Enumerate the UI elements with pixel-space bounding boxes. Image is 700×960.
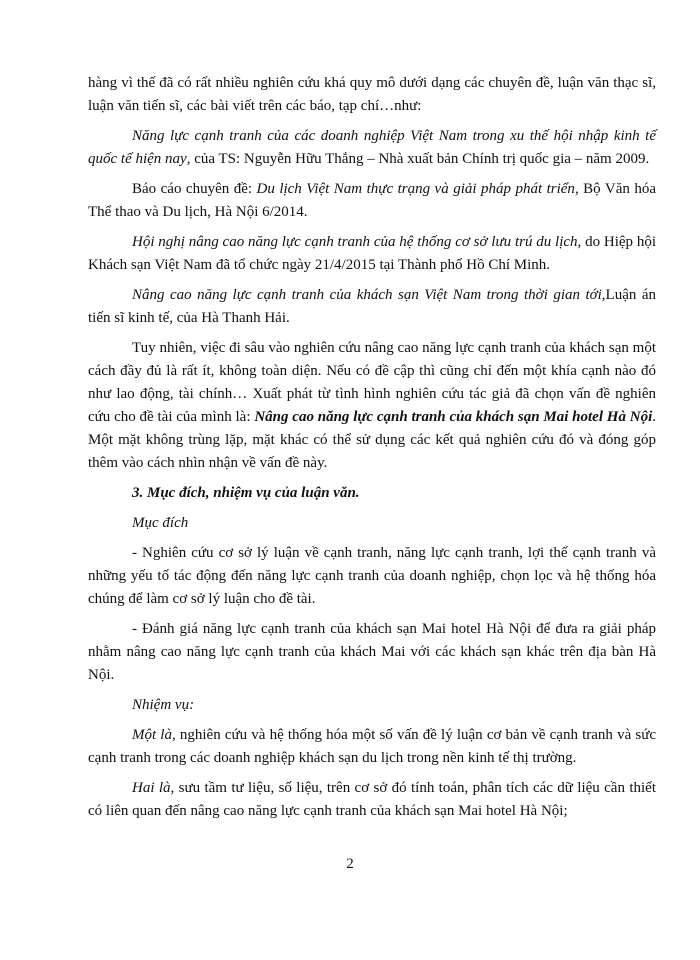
reference-2: Báo cáo chuyên đề: Du lịch Việt Nam thực trạng và giải pháp phát triển, Bộ Văn hóa Thể thao và Du lịch, Hà Nội 6/2014.: [88, 181, 656, 220]
thesis-title: Nâng cao năng lực cạnh tranh của khách sạn Mai hotel Hà Nội: [254, 409, 653, 425]
paragraph-intro: hàng vì thế đã có rất nhiều nghiên cứu khá quy mô dưới dạng các chuyên đề, luận văn thạc sĩ, luận văn tiến sĩ, các bài viết trên các báo, tạp chí…như:: [88, 75, 656, 114]
task-item-1: Một là, nghiên cứu và hệ thống hóa một số vấn đề lý luận cơ bản về cạnh tranh và sức cạnh tranh trong các doanh nghiệp khách sạn du lịch trong nền kinh tế thị trường.: [88, 727, 656, 766]
purpose-item-2: - Đánh giá năng lực cạnh tranh của khách sạn Mai hotel Hà Nội để đưa ra giải pháp nhằm nâng cao năng lực cạnh tranh của khách Mai với các khách sạn khác trên địa bàn Hà Nội.: [88, 621, 656, 683]
subheading-purpose: Mục đích: [132, 515, 189, 531]
reference-1: Năng lực cạnh tranh của các doanh nghiệp Việt Nam trong xu thế hội nhập kinh tế quốc tế hiện nay, của TS: Nguyễn Hữu Thắng – Nhà xuất bản Chính trị quốc gia – năm 2009.: [88, 128, 656, 167]
purpose-item-1: - Nghiên cứu cơ sở lý luận về cạnh tranh, năng lực cạnh tranh, lợi thế cạnh tranh và những yếu tố tác động đến năng lực cạnh tranh của doanh nghiệp, chọn lọc và hệ thống hóa chúng để làm cơ sở lý luận cho đề tài.: [88, 545, 656, 607]
subheading-tasks: Nhiệm vụ:: [132, 697, 195, 713]
task-item-2: Hai là, sưu tầm tư liệu, số liệu, trên cơ sở đó tính toán, phân tích các dữ liệu cần thiết có liên quan đến nâng cao năng lực cạnh tranh của khách sạn Mai hotel Hà Nội;: [88, 780, 656, 819]
reference-title: Năng lực cạnh tranh của các doanh nghiệp Việt Nam trong xu thế hội nhập kinh tế quốc tế hiện nay: [88, 128, 656, 167]
reference-title: Du lịch Việt Nam thực trạng và giải pháp phát triển: [256, 181, 575, 197]
reference-title: Hội nghị nâng cao năng lực cạnh tranh của hệ thống cơ sở lưu trú du lịch: [132, 234, 578, 250]
reference-title: Nâng cao năng lực cạnh tranh của khách sạn Việt Nam trong thời gian tới: [132, 287, 602, 303]
section-heading: 3. Mục đích, nhiệm vụ của luận văn.: [132, 485, 360, 501]
page-number: 2: [346, 856, 354, 872]
page-body: [88, 72, 656, 823]
paragraph-research-gap: Tuy nhiên, việc đi sâu vào nghiên cứu nâng cao năng lực cạnh tranh của khách sạn một cách đầy đủ là rất ít, không toàn diện. Nếu có đề cập thì cũng chỉ đến một khía cạnh nào đó như lao động, tài chính… Xuất phát từ tình hình nghiên cứu tác giả đã chọn vấn đề nghiên cứu cho đề tài của mình là: Nâng cao năng lực cạnh tranh của khách sạn Mai hotel Hà Nội. Một mặt không trùng lặp, mặt khác có thể sử dụng các kết quả nghiên cứu đó và đóng góp thêm vào cách nhìn nhận về vấn đề này.: [88, 340, 656, 471]
reference-3: Hội nghị nâng cao năng lực cạnh tranh của hệ thống cơ sở lưu trú du lịch, do Hiệp hội Khách sạn Việt Nam đã tổ chức ngày 21/4/2015 tại Thành phố Hồ Chí Minh.: [88, 234, 656, 273]
reference-4: Nâng cao năng lực cạnh tranh của khách sạn Việt Nam trong thời gian tới,Luận án tiến sĩ kinh tế, của Hà Thanh Hải.: [88, 287, 656, 326]
